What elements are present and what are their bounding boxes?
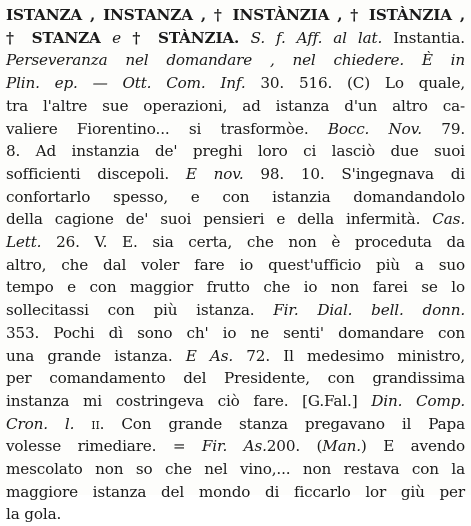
entry-line	[6, 254, 465, 277]
entry-line	[6, 481, 465, 504]
entry-text: 30. 516. (C) Lo quale,	[245, 74, 465, 93]
entry-line	[6, 72, 465, 95]
citation-text: Plin. ep. — Ott. Com. Inf.	[6, 74, 246, 93]
entry-text: 72. Il medesimo ministro,	[233, 346, 465, 365]
entry-line	[6, 503, 465, 526]
entry-text: 98. 10. S'ingegnava di	[243, 164, 465, 183]
entry-text: 353. Pochi dì sono ch' io ne senti' domandare con	[6, 323, 465, 342]
citation-text: E nov.	[185, 164, 244, 183]
entry-text: volesse rimediare. =	[6, 437, 202, 456]
entry-text: 200. (	[266, 437, 323, 456]
dictionary-entry-istanza	[6, 4, 465, 526]
headword-text: † STÀNZIA.	[120, 28, 251, 47]
entry-line	[6, 231, 465, 254]
entry-text: confortarlo spesso, e con istanzia domandandolo	[6, 187, 465, 206]
entry-line	[6, 186, 465, 209]
entry-line	[6, 276, 465, 299]
entry-text: altro, che dal voler fare io quest'ufficio più a suo	[6, 255, 465, 274]
citation-text: Bocc. Nov.	[327, 119, 422, 138]
entry-line	[6, 345, 465, 368]
entry-text: valiere Fiorentino... si trasformòe.	[6, 119, 328, 138]
citation-text: Cron. l.	[6, 414, 75, 433]
entry-text: ) E avendo	[360, 437, 466, 456]
entry-line	[6, 367, 465, 390]
entry-line	[6, 208, 465, 231]
citation-text: Cas.	[432, 210, 465, 229]
entry-text: instanza mi costringeva ciò fare. [G.Fal.]	[6, 391, 372, 410]
entry-line	[6, 435, 465, 458]
entry-text: la gola.	[6, 505, 62, 524]
entry-text	[74, 415, 91, 433]
citation-text: Din. Comp.	[371, 391, 465, 410]
citation-text: Man.	[322, 437, 361, 456]
entry-line	[6, 458, 465, 481]
citation-text: E As.	[185, 346, 234, 365]
entry-line	[6, 322, 465, 345]
entry-text: sollecitassi con più istanza.	[6, 301, 274, 320]
entry-text: . Con grande stanza pregavano il Papa	[99, 414, 466, 433]
entry-line	[6, 95, 465, 118]
entry-text: per comandamento del Presidente, con grandissima	[6, 369, 465, 388]
entry-text: una grande istanza.	[6, 346, 186, 365]
headword-text: † STANZA	[6, 28, 113, 47]
entry-line	[6, 118, 465, 141]
citation-text: e	[112, 28, 121, 47]
entry-line	[6, 49, 465, 72]
entry-line	[6, 299, 465, 322]
citation-text: Lett.	[6, 233, 42, 252]
entry-text: tempo e con maggior frutto che io non farei se lo	[6, 278, 465, 297]
entry-text: 79.	[421, 119, 466, 138]
entry-text: 8. Ad instanzia de' preghi loro ci lasciò due suoi	[6, 142, 465, 161]
entry-line	[6, 140, 465, 163]
citation-text: S. f. Aff. al lat.	[250, 28, 383, 47]
entry-text: maggiore istanza del mondo di ficcarlo lor giù per	[6, 482, 465, 501]
entry-line	[6, 163, 465, 186]
entry-line	[6, 390, 465, 413]
entry-text: della cagione de' suoi pensieri e della infermità.	[6, 210, 433, 229]
entry-text: mescolato non so che nel vino,... non restava con la	[6, 460, 465, 479]
entry-text: tra l'altre sue operazioni, ad istanza d'un altro ca-	[6, 96, 465, 115]
entry-line	[6, 4, 465, 27]
entry-text: 26. V. E. sia certa, che non è proceduta da	[41, 233, 465, 252]
citation-text: Fir. Dial. bell. donn.	[273, 301, 466, 320]
citation-text: Perseveranza nel domandare , nel chiedere. È in	[6, 51, 465, 70]
entry-text: Instantia.	[382, 28, 465, 47]
entry-text: ii	[91, 414, 100, 433]
citation-text: Fir. As.	[201, 437, 267, 456]
entry-line	[6, 413, 465, 436]
entry-line	[6, 27, 465, 50]
entry-text: sofficienti discepoli.	[6, 164, 186, 183]
headword-text: ISTANZA , INSTANZA , † INSTÀNZIA , † ISTÀNZIA ,	[6, 6, 465, 24]
